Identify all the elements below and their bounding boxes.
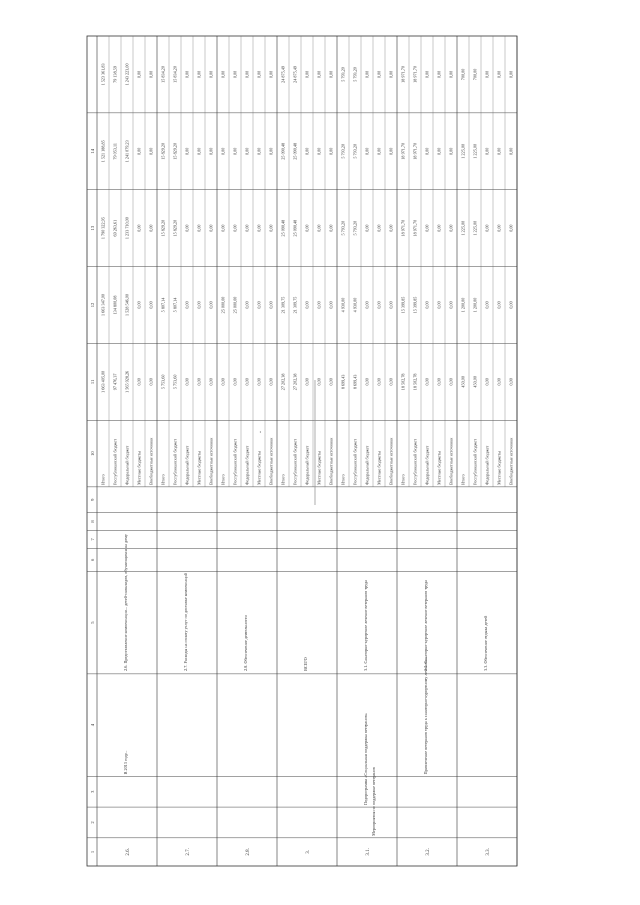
funding-value: 0,00 [136, 224, 142, 232]
funding-value: 4 930,00 [340, 297, 346, 313]
funding-value: 0,00 [496, 378, 502, 386]
column-number: 13 [90, 225, 95, 231]
funding-value: 1 523 361,83 [100, 63, 106, 86]
funding-value: 1 225,00 [472, 143, 478, 159]
funding-source: Федеральный бюджет [364, 445, 370, 485]
row-description-text: ВСЕГО [303, 657, 308, 671]
column-number: 3 [90, 790, 95, 793]
funding-value: 15 829,20 [160, 142, 166, 160]
column-number: 14 [90, 148, 95, 154]
funding-value: 0,00 [328, 378, 334, 386]
funding-value: 5 793,20 [352, 220, 358, 236]
funding-value: 0,00 [136, 147, 142, 155]
funding-source: Республиканский бюджет [232, 438, 238, 485]
funding-source: Республиканский бюджет [412, 438, 418, 485]
funding-value: 1 565 928,26 [124, 370, 130, 393]
row-number: 2.8. [246, 848, 251, 856]
funding-value: 8 699,43 [352, 374, 358, 390]
funding-value: 450,00 [472, 376, 478, 388]
funding-value: 1 233 710,00 [124, 217, 130, 240]
funding-value: 0,00 [304, 224, 310, 232]
note-text: В 2013 году... [123, 750, 128, 775]
funding-value: 0,00 [376, 147, 382, 155]
funding-value: 1 200,00 [460, 297, 466, 313]
funding-value: 0,00 [388, 70, 394, 79]
funding-value: 0,00 [364, 301, 370, 309]
funding-value: 0,00 [316, 224, 322, 232]
funding-value: 0,00 [364, 70, 370, 79]
funding-value: 0,00 [304, 70, 310, 79]
funding-value: 0,00 [376, 70, 382, 79]
funding-value: 15 399,85 [400, 296, 406, 314]
funding-source: Итого [400, 474, 406, 485]
funding-value: 0,00 [448, 147, 454, 155]
funding-value: 0,00 [256, 378, 262, 386]
funding-value: 0,00 [196, 378, 202, 386]
funding-value: 0,00 [232, 378, 238, 386]
funding-value: 0,00 [448, 70, 454, 79]
funding-value: 1 241 079,23 [124, 140, 130, 163]
funding-value: 0,00 [364, 224, 370, 232]
funding-value: 0,00 [388, 147, 394, 155]
funding-source: Федеральный бюджет [244, 445, 250, 485]
funding-value: 0,00 [484, 224, 490, 232]
funding-value: 0,00 [436, 70, 442, 79]
funding-value: 0,00 [508, 378, 514, 386]
funding-source: Местные бюджеты [196, 451, 202, 485]
funding-value: 15 834,20 [172, 66, 178, 83]
funding-source: Внебюджетные источники [388, 437, 394, 485]
funding-value: 0,00 [496, 301, 502, 309]
funding-value: 0,00 [184, 147, 190, 155]
funding-value: 0,00 [424, 70, 430, 79]
row-number: 3.1. [366, 848, 371, 856]
row-description [303, 657, 308, 671]
column-number: 11 [90, 379, 95, 385]
funding-value: 0,00 [448, 224, 454, 232]
funding-value: 21 309,75 [280, 296, 286, 314]
funding-value: 0,00 [508, 147, 514, 155]
funding-source: Внебюджетные источники [448, 437, 454, 485]
funding-value: 0,00 [136, 301, 142, 309]
funding-value: 0,00 [148, 224, 154, 232]
funding-value: 0,00 [316, 378, 322, 386]
funding-value: 0,00 [256, 301, 262, 309]
scan-mark: · [259, 428, 262, 437]
funding-value: 0,00 [268, 70, 274, 79]
funding-source: Федеральный бюджет [424, 445, 430, 485]
funding-source: Внебюджетные источники [328, 437, 334, 485]
row-description-text: 2.7. Расходы на оплату услуг по доставке компенсаций [183, 573, 188, 671]
funding-value: 1 663 405,00 [100, 370, 106, 393]
funding-value: 1 243 223,00 [124, 63, 130, 86]
funding-value: 0,00 [220, 224, 226, 232]
funding-value: 0,00 [496, 147, 502, 155]
funding-value: 5 753,60 [160, 374, 166, 390]
row-description-text: 2.6. Предоставление компенсации... детей-инвалидов, обучающихся на дому [123, 534, 128, 671]
funding-source: Местные бюджеты [316, 451, 322, 485]
row-description [183, 572, 188, 671]
row-number: 3.2. [426, 848, 431, 856]
row-description-text: 3.1. Санаторно-курортное лечение ветеранов труда [363, 580, 368, 671]
row-description-text: 3.3. Обеспечение отдыха детей [483, 615, 488, 671]
funding-value: 18 502,78 [412, 373, 418, 391]
funding-value: 1 790 322,95 [100, 217, 106, 240]
funding-value: 0,00 [328, 301, 334, 309]
funding-value: 0,00 [376, 378, 382, 386]
funding-value: 0,00 [424, 224, 430, 232]
funding-value: 15 399,85 [412, 296, 418, 314]
funding-value: 0,00 [268, 224, 274, 232]
column-number: 12 [90, 302, 95, 308]
funding-source: Местные бюджеты [436, 451, 442, 485]
funding-value: 0,00 [208, 378, 214, 386]
column-number: 8 [90, 520, 95, 523]
funding-value: 0,00 [184, 301, 190, 309]
funding-value: 0,00 [196, 224, 202, 232]
note-text: Привлечение ветеранов труда к санаторно-курортному лечению... [423, 656, 428, 775]
funding-value: 700,00 [472, 68, 478, 81]
funding-value: 0,00 [388, 301, 394, 309]
row-number: 2.6. [126, 848, 131, 856]
funding-value: 0,00 [328, 147, 334, 155]
funding-source: Республиканский бюджет [472, 438, 478, 485]
funding-value: 0,00 [256, 70, 262, 79]
funding-value: 18 971,70 [400, 219, 406, 237]
funding-source: Республиканский бюджет [172, 438, 178, 485]
funding-value: 0,00 [316, 301, 322, 309]
funding-value: 0,00 [232, 70, 238, 79]
funding-value: 79 053,11 [112, 142, 118, 160]
funding-source: Итого [160, 474, 166, 485]
funding-value: 18 971,70 [400, 66, 406, 83]
funding-value: 25 090,48 [280, 219, 286, 237]
funding-source: Местные бюджеты [256, 451, 262, 485]
funding-value: 1 225,00 [460, 143, 466, 159]
funding-value: 0,00 [256, 147, 262, 155]
funding-source: Федеральный бюджет [184, 445, 190, 485]
funding-value: 0,00 [508, 224, 514, 232]
funding-value: 0,00 [508, 70, 514, 79]
funding-value: 134 800,08 [112, 295, 118, 315]
column-number: 1 [90, 850, 95, 854]
funding-value: 0,00 [388, 224, 394, 232]
funding-source: Итого [220, 474, 226, 485]
funding-source: Местные бюджеты [136, 451, 142, 485]
funding-value: 0,00 [484, 378, 490, 386]
funding-source: Внебюджетные источники [268, 437, 274, 485]
funding-value: 0,00 [232, 147, 238, 155]
funding-value: 25 090,48 [292, 142, 298, 160]
funding-value: 0,00 [268, 301, 274, 309]
funding-value: 0,00 [208, 70, 214, 79]
funding-value: 4 930,00 [352, 297, 358, 313]
funding-value: 0,00 [388, 378, 394, 386]
funding-value: 0,00 [208, 147, 214, 155]
funding-value: 0,00 [244, 224, 250, 232]
funding-value: 0,00 [208, 224, 214, 232]
funding-value: 0,00 [424, 378, 430, 386]
column-number: 7 [90, 538, 95, 541]
funding-value: 5 807,14 [172, 297, 178, 313]
funding-value: 0,00 [508, 301, 514, 309]
row-number: 2.7. [186, 848, 191, 856]
funding-source: Внебюджетные источники [508, 437, 514, 485]
funding-value: 0,00 [424, 301, 430, 309]
column-number: 10 [90, 451, 95, 456]
funding-source: Республиканский бюджет [112, 438, 118, 485]
funding-value: 24 875,49 [280, 66, 286, 83]
column-number: 6 [90, 558, 95, 562]
funding-value: 5 793,20 [340, 67, 346, 82]
funding-value: 0,00 [148, 147, 154, 155]
funding-value: 0,00 [268, 147, 274, 155]
row-description [243, 615, 248, 671]
column-number: 5 [90, 621, 95, 624]
funding-value: 0,00 [448, 301, 454, 309]
funding-value: 0,00 [364, 378, 370, 386]
funding-source: Местные бюджеты [376, 451, 382, 485]
funding-value: 1 200,00 [472, 297, 478, 313]
funding-value: 0,00 [448, 378, 454, 386]
funding-value: 0,00 [256, 224, 262, 232]
row-number: 3. [306, 850, 311, 854]
funding-value: 0,00 [304, 147, 310, 155]
column-number: 2 [90, 821, 95, 824]
funding-value: 18 971,70 [412, 142, 418, 160]
funding-value: 0,00 [196, 301, 202, 309]
funding-value: 0,00 [424, 147, 430, 155]
funding-source: Республиканский бюджет [352, 438, 358, 485]
funding-value: 0,00 [496, 70, 502, 79]
subprogram-title: Подпрограмма «Социальная поддержка ветеранов» [363, 713, 368, 806]
funding-value: 0,00 [196, 147, 202, 155]
column-number: 9 [90, 498, 95, 501]
row-description-text: 2.8. Обеспечение деятельности [243, 615, 248, 671]
funding-value: 25 000,00 [220, 296, 226, 314]
funding-value: 0,00 [184, 70, 190, 79]
funding-source: Федеральный бюджет [484, 445, 490, 485]
row-description-text: 3.2. Санаторно-курортное лечение ветеранов труда [423, 580, 428, 671]
funding-value: 5 793,20 [340, 143, 346, 159]
funding-value: 0,00 [208, 301, 214, 309]
funding-value: 0,00 [148, 378, 154, 386]
funding-source: Итого [280, 474, 286, 485]
funding-value: 450,00 [460, 376, 466, 388]
funding-value: 0,00 [436, 378, 442, 386]
funding-value: 0,00 [220, 70, 226, 79]
funding-value: 0,00 [304, 378, 310, 386]
funding-value: 0,00 [496, 224, 502, 232]
funding-value: 0,00 [268, 378, 274, 386]
funding-value: 18 971,70 [412, 66, 418, 83]
funding-value: 0,00 [244, 378, 250, 386]
funding-value: 15 829,20 [172, 142, 178, 160]
funding-source: Итого [340, 474, 346, 485]
row-description [483, 615, 488, 671]
funding-value: 0,00 [316, 70, 322, 79]
funding-value: 0,00 [364, 147, 370, 155]
funding-value: 25 000,00 [232, 296, 238, 314]
funding-value: 15 829,20 [172, 219, 178, 237]
funding-value: 0,00 [376, 224, 382, 232]
funding-value: 0,00 [316, 147, 322, 155]
funding-value: 97 476,37 [112, 373, 118, 391]
funding-value: 1 225,00 [472, 220, 478, 236]
funding-value: 18 971,70 [412, 219, 418, 237]
funding-value: 0,00 [148, 301, 154, 309]
funding-value: 0,00 [376, 301, 382, 309]
funding-value: 0,00 [244, 147, 250, 155]
funding-value: 5 753,60 [172, 374, 178, 390]
funding-value: 0,00 [484, 147, 490, 155]
funding-value: 0,00 [328, 224, 334, 232]
funding-value: 0,00 [136, 70, 142, 79]
funding-value: 0,00 [220, 378, 226, 386]
row-number: 3.3. [486, 848, 491, 856]
column-number: 4 [90, 723, 95, 727]
funding-source: Федеральный бюджет [304, 445, 310, 485]
funding-value: 0,00 [484, 70, 490, 79]
funding-value: 5 793,20 [340, 220, 346, 236]
funding-value: 0,00 [436, 301, 442, 309]
funding-value: 18 971,70 [400, 142, 406, 160]
funding-value: 15 834,20 [160, 66, 166, 83]
funding-value: 0,00 [436, 147, 442, 155]
funding-value: 0,00 [244, 301, 250, 309]
funding-value: 0,00 [136, 378, 142, 386]
funding-source: Итого [100, 474, 106, 485]
funding-value: 21 309,75 [292, 296, 298, 314]
funding-value: 8 699,43 [340, 374, 346, 390]
funding-value: 1 225,00 [460, 220, 466, 236]
funding-value: 0,00 [184, 378, 190, 386]
funding-value: 25 090,48 [280, 142, 286, 160]
funding-value: 700,00 [460, 68, 466, 81]
funding-value: 0,00 [196, 70, 202, 79]
funding-value: 5 793,20 [352, 67, 358, 82]
funding-value: 0,00 [148, 70, 154, 79]
funding-value: 69 263,61 [112, 219, 118, 237]
funding-source: Итого [460, 474, 466, 485]
funding-value: 0,00 [244, 70, 250, 79]
funding-value: 0,00 [184, 224, 190, 232]
funding-value: 0,00 [220, 147, 226, 155]
funding-value: 0,00 [328, 70, 334, 79]
funding-value: 15 829,20 [160, 219, 166, 237]
funding-value: 1 663 347,00 [100, 293, 106, 316]
funding-source: Внебюджетные источники [208, 437, 214, 485]
funding-value: 5 807,14 [160, 297, 166, 313]
funding-source: Внебюджетные источники [148, 437, 154, 485]
funding-value: 0,00 [304, 301, 310, 309]
funding-value: 27 202,38 [292, 373, 298, 391]
funding-source: Республиканский бюджет [292, 438, 298, 485]
row-description [363, 580, 368, 671]
funding-source: Федеральный бюджет [124, 445, 130, 485]
funding-value: 1 528 546,00 [124, 293, 130, 316]
funding-value: 25 090,48 [292, 219, 298, 237]
measure-title: Мероприятия по поддержке ветеранов [371, 767, 376, 836]
funding-value: 24 875,49 [292, 66, 298, 83]
funding-value: 1 521 188,85 [100, 140, 106, 163]
funding-value: 0,00 [232, 224, 238, 232]
funding-source: Местные бюджеты [496, 451, 502, 485]
funding-value: 5 793,20 [352, 143, 358, 159]
funding-value: 18 502,78 [400, 373, 406, 391]
funding-value: 27 202,38 [280, 373, 286, 391]
funding-value: 79 138,59 [112, 66, 118, 83]
funding-value: 0,00 [436, 224, 442, 232]
funding-value: 0,00 [484, 301, 490, 309]
